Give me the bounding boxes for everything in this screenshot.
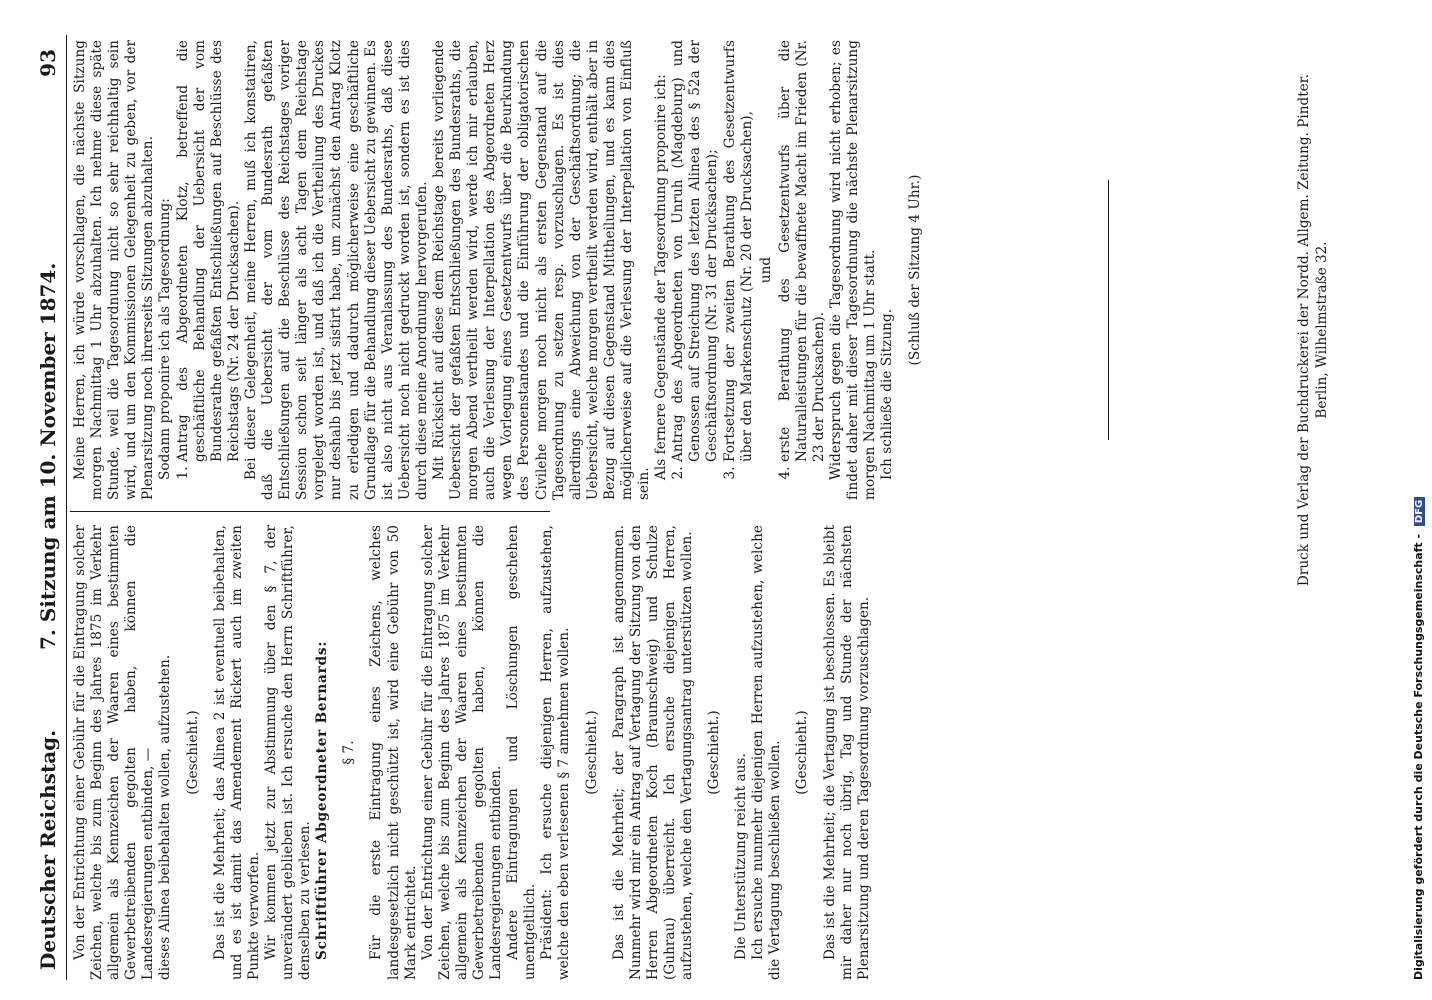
paragraph: Ich schließe die Sitzung. <box>879 308 896 480</box>
agenda-item: 2. Antrag des Abgeordneten von Unruh (Magdeburg) und Genossen auf Streichung des letzten Alinea des § 52a der Geschäftsordnung (Nr. 31 der Drucksachen); <box>670 40 721 462</box>
page-number: 93 <box>36 49 60 77</box>
stage-direction: (Geschieht.) <box>794 710 811 795</box>
paragraph: Das ist die Mehrheit; die Vertagung ist beschlossen. Es bleibt mir daher nur noch übrig, Tag und Stunde der nächsten Plenarsitzung und deren Tagesordnung vorzuschlagen. <box>821 525 872 980</box>
agenda-list <box>777 40 828 500</box>
paragraph: Die Unterstützung reicht aus. <box>733 753 750 960</box>
session-end: (Schluß der Sitzung 4 Uhr.) <box>906 174 923 366</box>
paragraph: Ich ersuche nunmehr diejenigen Herren aufzustehen, welche die Vertagung beschließen wollen. <box>750 525 784 980</box>
paragraph: Meine Herren, ich würde vorschlagen, die nächste Sitzung morgen Nachmittag 1 Uhr abzuhalten. Ich nehme diese späte Stunde, weil die Tagesordnung nicht so sehr reichhaltig sein wird, und um den Kommissionen Gelegenheit zu geben, vor der Plenarsitzung noch ihrerseits Sitzungen abzuhalten. <box>72 40 157 500</box>
dfg-logo: DFG <box>1414 497 1425 526</box>
conjunction: und <box>757 256 774 284</box>
digitization-note <box>1412 20 1425 980</box>
paragraph: Als fernere Gegenstände der Tagesordnung proponire ich: <box>653 74 670 480</box>
section-heading: § 7. <box>341 740 358 765</box>
imprint <box>1295 30 1331 630</box>
paragraph: Für die erste Eintragung eines Zeichens, welches landesgesetzlich nicht geschützt ist, wird eine Gebühr von 50 Mark entrichtet. <box>368 525 419 980</box>
header-session: 7. Sitzung am 10. November 1874. <box>36 262 60 650</box>
paragraph: Wir kommen jetzt zur Abstimmung über den § 7, der unverändert geblieben ist. Ich ersuche den Herrn Schriftführer, denselben zu verlesen. <box>262 525 314 980</box>
header-publication: Deutscher Reichstag. <box>36 729 60 970</box>
paragraph: dieses Alinea beibehalten wollen, aufzustehen. <box>157 654 174 980</box>
paragraph: Bei dieser Gelegenheit, meine Herren, muß ich konstatiren, daß die Uebersicht der vom Bundesrath gefaßten Entschließungen auf die Beschlüsse des Reichstages voriger Session schon seit länger als acht Tagen dem Reichstage vorgelegt worden ist, und daß ich die Vertheilung des Druckes nur deshalb bis jetzt sistirt habe, um zunächst den Antrag Klotz zu erledigen und dadurch möglicherweise eine geschäftliche Grundlage für die Behandlung dieser Uebersicht zu gewinnen. Es ist also nicht aus Veranlassung des Bundesraths, daß diese Uebersicht noch nicht gedruckt worden ist, sondern es ist dies durch diese meine Anordnung hervorgerufen. <box>242 40 430 500</box>
agenda-item: 1. Antrag des Abgeordneten Klotz, betreffend die geschäftliche Behandlung der Uebersicht der vom Bundesrathe gefaßten Entschließungen auf Beschlüsse des Reichstags (Nr. 24 der Drucksachen). <box>175 40 243 462</box>
digitization-text: Digitalisierung gefördert durch die Deutsche Forschungsgemeinschaft - <box>1412 533 1425 980</box>
speaker-line: Schriftführer Abgeordneter Bernards: <box>314 640 331 960</box>
stage-direction: (Geschieht.) <box>184 710 201 795</box>
agenda-list <box>175 40 243 500</box>
stage-direction: (Geschieht.) <box>706 710 723 795</box>
paragraph: Mit Rücksicht auf diese dem Reichstage bereits vorliegende Uebersicht der gefaßten Entschließungen des Bundesraths, die morgen Abend vertheilt werden wird, werde ich mir erlauben, auch die Verlesung der Interpellation des Abgeordneten Herz wegen Vorlegung eines Gesetzentwurfs über die Beurkundung des Personenstandes und die Einführung der obligatorischen Civilehe morgen noch nicht als ersten Gegenstand auf die Tagesordnung zu setzen resp. vorzuschlagen. Es ist dies allerdings eine Abweichung von der Geschäftsordnung; die Uebersicht, welche morgen vertheilt werden wird, enthält aber in Bezug auf diesen Gegenstand Mittheilungen, und es kann dies möglicherweise auf die Verlesung der Interpellation von Einfluß sein. <box>430 40 653 500</box>
paragraph: Das ist die Mehrheit; das Alinea 2 ist eventuell beibehalten, und es ist damit das Amendement Rickert auch im zweiten Punkte verworfen. <box>211 525 262 980</box>
closing-rule <box>1108 180 1109 440</box>
page-header <box>26 35 67 980</box>
paragraph: Widerspruch gegen die Tagesordnung wird nicht erhoben; es findet daher mit dieser Tagesordnung die nächste Plenarsitzung morgen Nachmittag um 1 Uhr statt. <box>828 40 879 500</box>
paragraph: Von der Entrichtung einer Gebühr für die Eintragung solcher Zeichen, welche bis zum Beginn des Jahres 1875 im Verkehr allgemein als Kennzeichen der Waaren eines bestimmten Gewerbetreibenden gegolten haben, können die Landesregierungen entbinden, — <box>72 525 157 980</box>
agenda-list <box>670 40 755 500</box>
imprint-line: Berlin, Wilhelmstraße 32. <box>1314 241 1330 419</box>
paragraph: Von der Entrichtung einer Gebühr für die Eintragung solcher Zeichen, welche bis zum Beginn des Jahres 1875 im Verkehr allgemein als Kennzeichen der Waaren eines bestimmten Gewerbetreibenden gegolten haben, können die Landesregierungen entbinden. <box>419 525 505 980</box>
paragraph: Präsident: Ich ersuche diejenigen Herren, aufzustehen, welche den eben verlesenen § 7 annehmen wollen. <box>539 525 573 980</box>
right-column <box>72 40 934 500</box>
agenda-item: 3. Fortsetzung der zweiten Berathung des Gesetzentwurfs über den Markenschutz (Nr. 20 der Drucksachen), <box>722 40 756 462</box>
column-divider <box>70 511 550 512</box>
stage-direction: (Geschieht.) <box>583 710 600 795</box>
paragraph: Andere Eintragungen und Löschungen geschehen unentgeltlich. <box>505 525 539 980</box>
paragraph: Das ist die Mehrheit; der Paragraph ist angenommen. Nunmehr wird mir ein Antrag auf Vertagung der Sitzung von den Herren Abgeordneten Koch (Braunschweig) und Schulze (Guhrau) überreicht. Ich ersuche diejenigen Herren, aufzustehen, welche den Vertagungsantrag unterstützen wollen. <box>610 525 695 980</box>
left-column <box>72 525 873 980</box>
agenda-item: 4. erste Berathung des Gesetzentwurfs über die Naturalleistungen für die bewaffnete Macht im Frieden (Nr. 23 der Drucksachen). <box>777 40 828 462</box>
paragraph: Sodann proponire ich als Tagesordnung: <box>157 198 174 480</box>
imprint-line: Druck und Verlag der Buchdruckerei der Nordd. Allgem. Zeitung. Pindter. <box>1296 73 1312 587</box>
